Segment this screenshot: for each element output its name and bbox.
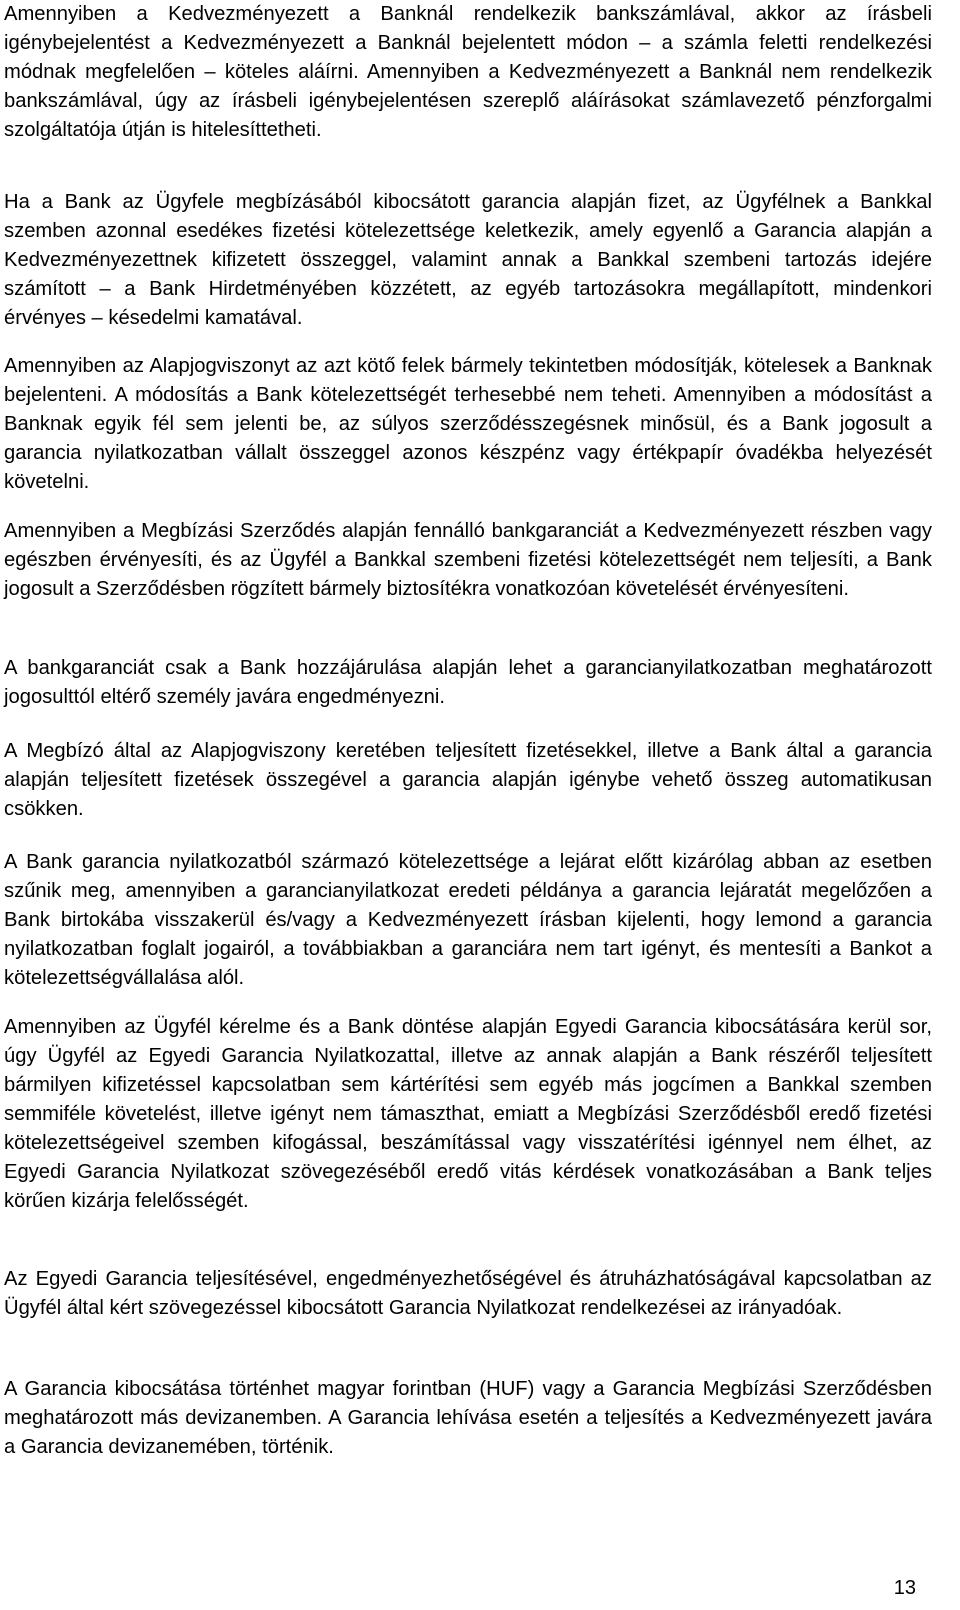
page-number: 13	[893, 1577, 916, 1599]
paragraph-termination: A Bank garancia nyilatkozatból származó kötelezettsége a lejárat előtt kizárólag abban az esetben szűnik meg, amennyiben a garancianyilatkozat eredeti példánya a garancia lejáratát megelőzően a Bank birtokába visszakerül és/vagy a Kedvezményezett írásban kijelenti, hogy lemond a garancia nyilatkozatban foglalt jogairól, a továbbiakban a garanciára nem tart igényt, és mentesíti a Bankot a kötelezettségvállalása alól.	[4, 851, 932, 989]
paragraph-assignment: A bankgaranciát csak a Bank hozzájárulása alapján lehet a garancianyilatkozatban meghatározott jogosulttól eltérő személy javára engedményezni.	[4, 657, 932, 708]
paragraph-individual-guarantee: Amennyiben az Ügyfél kérelme és a Bank döntése alapján Egyedi Garancia kibocsátására kerül sor, úgy Ügyfél az Egyedi Garancia Nyilatkozattal, illetve az annak alapján a Bank részéről teljesített bármilyen kifizetéssel kapcsolatban sem kártérítési sem egyéb más jogcímen a Bankkal szemben semmiféle követelést, illetve igényt nem támaszthat, emiatt a Megbízási Szerződésből eredő fizetési kötelezettségeivel szemben kifogással, beszámítással vagy visszatérítési igénnyel nem élhet, az Egyedi Garancia Nyilatkozat szövegezéséből eredő vitás kérdések vonatkozásában a Bank teljes körűen kizárja felelősségét.	[4, 1016, 932, 1212]
paragraph-guarantee-fulfilment: Az Egyedi Garancia teljesítésével, engedményezhetőségével és átruházhatóságával kapcsolatban az Ügyfél által kért szövegezéssel kibocsátott Garancia Nyilatkozat rendelkezései az irányadóak.	[4, 1268, 932, 1319]
paragraph-base-contract-modification: Amennyiben az Alapjogviszonyt az azt kötő felek bármely tekintetben módosítják, kötelesek a Banknak bejelenteni. A módosítás a Bank kötelezettségét terhesebbé nem teheti. Amennyiben a módosítást a Banknak egyik fél sem jelenti be, az súlyos szerződésszegésnek minősül, és a Bank jogosult a garancia nyilatkozatban vállalt összeggel azonos készpénz vagy értékpapír óvadékba helyezését követelni.	[4, 355, 932, 493]
paragraph-payment-obligation: Ha a Bank az Ügyfele megbízásából kibocsátott garancia alapján fizet, az Ügyfélnek a Bankkal szemben azonnal esedékes fizetési kötelezettsége keletkezik, amely egyenlő a Garancia alapján a Kedvezményezettnek kifizetett összeggel, valamint annak a Bankkal szembeni tartozás idejére számított – a Bank Hirdetményében közzétett, az egyéb tartozásokra megállapított, mindenkori érvényes – késedelmi kamatával.	[4, 191, 932, 329]
paragraph-enforcement-of-collateral: Amennyiben a Megbízási Szerződés alapján fennálló bankgaranciát a Kedvezményezett részben vagy egészben érvényesíti, és az Ügyfél a Bankkal szembeni fizetési kötelezettségét nem teljesíti, a Bank jogosult a Szerződésben rögzített bármely biztosítékra vonatkozóan követelését érvényesíteni.	[4, 520, 932, 600]
paragraph-signature-requirements: Amennyiben a Kedvezményezett a Banknál rendelkezik bankszámlával, akkor az írásbeli igénybejelentést a Kedvezményezett a Banknál bejelentett módon – a számla feletti rendelkezési módnak megfelelően – köteles aláírni. Amennyiben a Kedvezményezett a Banknál nem rendelkezik bankszámlával, úgy az írásbeli igénybejelentésen szereplő aláírásokat számlavezető pénzforgalmi szolgáltatója útján is hitelesíttetheti.	[4, 3, 932, 141]
paragraph-currency: A Garancia kibocsátása történhet magyar forintban (HUF) vagy a Garancia Megbízási Szerződésben meghatározott más devizanemben. A Garancia lehívása esetén a teljesítés a Kedvezményezett javára a Garancia devizanemében, történik.	[4, 1378, 932, 1458]
paragraph-amount-reduction: A Megbízó által az Alapjogviszony keretében teljesített fizetésekkel, illetve a Bank által a garancia alapján teljesített fizetések összegével a garancia alapján igénybe vehető összeg automatikusan csökken.	[4, 740, 932, 820]
